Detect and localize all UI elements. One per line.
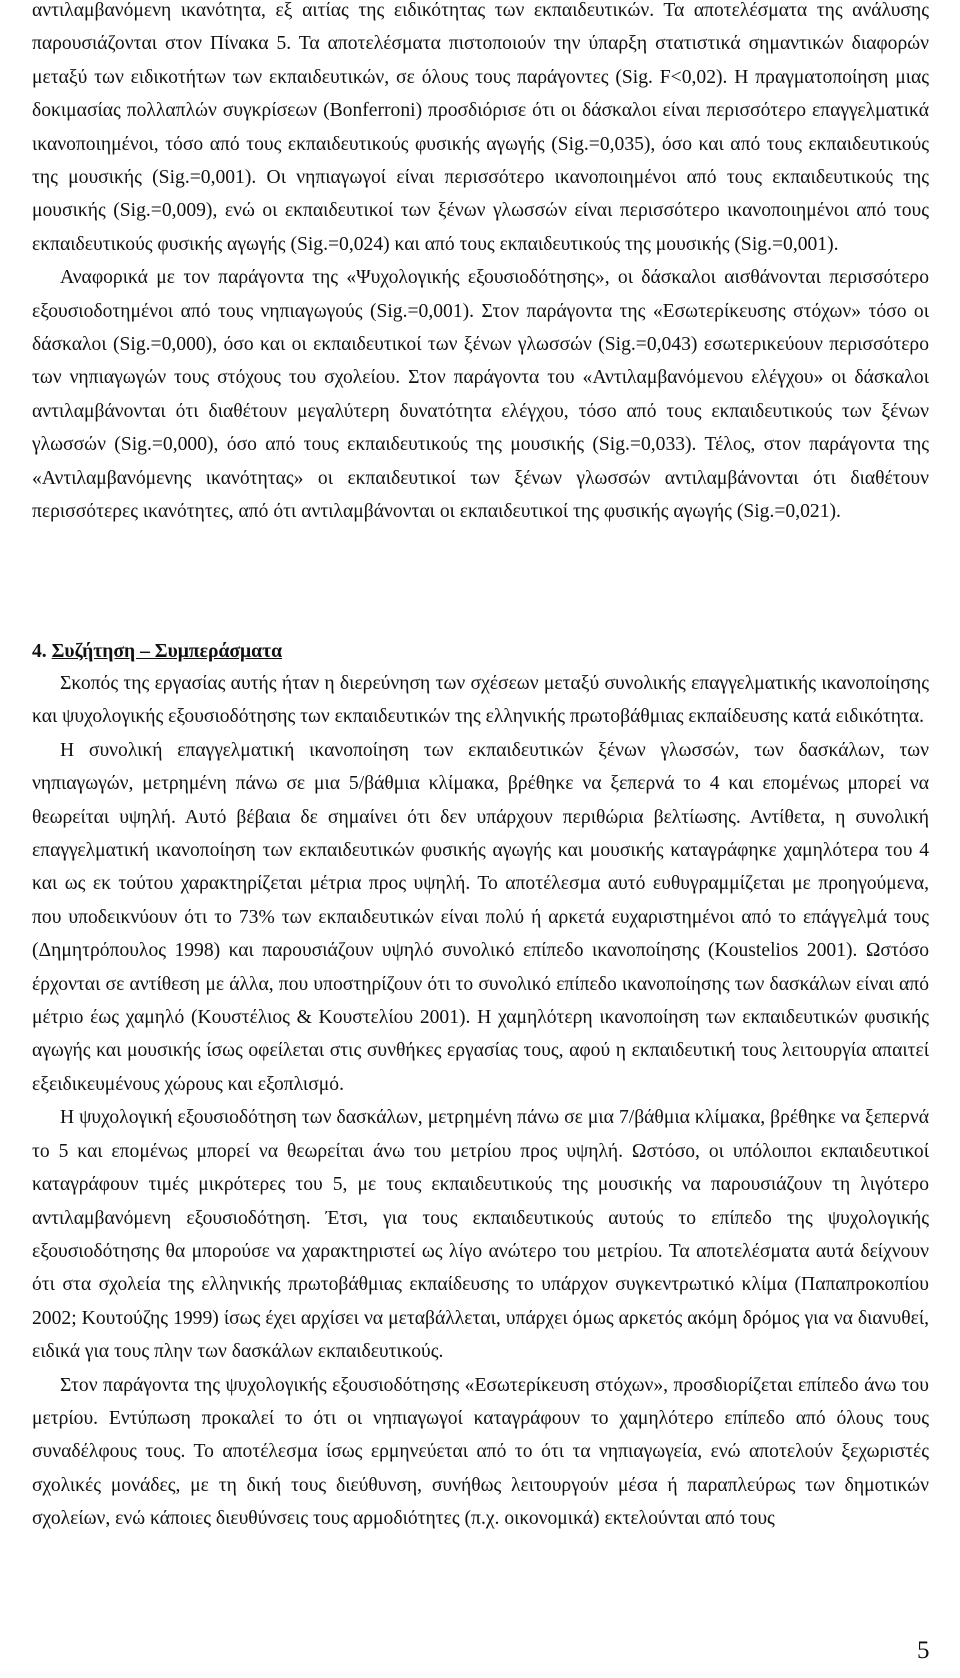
results-text [32, 0, 929, 529]
section-number: 4. [32, 641, 47, 662]
paragraph: Η ψυχολογική εξουσιοδότηση των δασκάλων, μετρημένη πάνω σε μια 7/βάθμια κλίμακα, βρέθηκε να ξεπερνά το 5 και επομένως μπορεί να θεωρείται άνω του μετρίου προς υψηλή. Ωστόσο, οι υπόλοιποι εκπαιδευτικοί καταγράφουν τιμές μικρότερες του 5, με τους εκπαιδευτικούς της μουσικής να παρουσιάζουν τη λιγότερο αντιλαμβανόμενη εξουσιοδότηση. Έτσι, για τους εκπαιδευτικούς αυτούς το επίπεδο της ψυχολογικής εξουσιοδότησης θα μπορούσε να χαρακτηριστεί ως λίγο ανώτερο του μετρίου. Τα αποτελέσματα αυτά δείχνουν ότι στα σχολεία της ελληνικής πρωτοβάθμιας εκπαίδευσης το υπάρχον συγκεντρωτικό κλίμα (Παπαπροκοπίου 2002; Κουτούζης 1999) ίσως έχει αρχίσει να μεταβάλλεται, υπάρχει όμως αρκετός ακόμη δρόμος για να διανυθεί, ειδικά για τους πλην των δασκάλων εκπαιδευτικούς. [32, 1107, 929, 1363]
page-number: 5 [917, 1637, 930, 1664]
paragraph: αντιλαμβανόμενη ικανότητα, εξ αιτίας της ειδικότητας των εκπαιδευτικών. Τα αποτελέσματα της ανάλυσης παρουσιάζονται στον Πίνακα 5. Τα αποτελέσματα πιστοποιούν την ύπαρξη στατιστικά σημαντικών διαφορών μεταξύ των ειδικοτήτων των εκπαιδευτικών, σε όλους τους παράγοντες (Sig. F<0,02). Η πραγματοποίηση μιας δοκιμασίας πολλαπλών συγκρίσεων (Bonferroni) προσδιόρισε ότι οι δάσκαλοι είναι περισσότερο επαγγελματικά ικανοποιημένοι, τόσο από τους εκπαιδευτικούς φυσικής αγωγής (Sig.=0,035), όσο και από τους εκπαιδευτικούς της μουσικής (Sig.=0,001). Οι νηπιαγωγοί είναι περισσότερο ικανοποιημένοι από τους εκπαιδευτικούς της μουσικής (Sig.=0,009), ενώ οι εκπαιδευτικοί των ξένων γλωσσών είναι περισσότερο ικανοποιημένοι από τους εκπαιδευτικούς φυσικής αγωγής (Sig.=0,024) και από τους εκπαιδευτικούς της μουσικής (Sig.=0,001). [32, 0, 929, 255]
paragraph: Η συνολική επαγγελματική ικανοποίηση των εκπαιδευτικών ξένων γλωσσών, των δασκάλων, των νηπιαγωγών, μετρημένη πάνω σε μια 5/βάθμια κλίμακα, βρέθηκε να ξεπερνά το 4 και επομένως μπορεί να θεωρείται υψηλή. Αυτό βέβαια δε σημαίνει ότι δεν υπάρχουν περιθώρια βελτίωσης. Αντίθετα, η συνολική επαγγελματική ικανοποίηση των εκπαιδευτικών φυσικής αγωγής και μουσικής καταγράφηκε χαμηλότερα του 4 και ως εκ τούτου χαρακτηρίζεται μέτρια προς υψηλή. Το αποτέλεσμα αυτό ευθυγραμμίζεται με προηγούμενα, που υποδεικνύουν ότι το 73% των εκπαιδευτικών είναι πολύ ή αρκετά ευχαριστημένοι από το επάγγελμά τους (Δημητρόπουλος 1998) και παρουσιάζουν υψηλό συνολικό επίπεδο ικανοποίησης (Koustelios 2001). Ωστόσο έρχονται σε αντίθεση με άλλα, που υποστηρίζουν ότι το συνολικό επίπεδο ικανοποίησης των δασκάλων είναι από μέτριο έως χαμηλό (Κουστέλιος & Κουστελίου 2001). Η χαμηλότερη ικανοποίηση των εκπαιδευτικών φυσικής αγωγής και μουσικής ίσως οφείλεται στις συνθήκες εργασίας τους, αφού η εκπαιδευτική τους λειτουργία απαιτεί εξειδικευμένους χώρους και εξοπλισμό. [32, 739, 929, 1095]
paragraph: Στον παράγοντα της ψυχολογικής εξουσιοδότησης «Εσωτερίκευση στόχων», προσδιορίζεται επίπεδο άνω του μετρίου. Εντύπωση προκαλεί το ότι οι νηπιαγωγοί καταγράφουν το χαμηλότερο επίπεδο από όλους τους συναδέλφους τους. Το αποτέλεσμα ίσως ερμηνεύεται από το ότι τα νηπιαγωγεία, ενώ αποτελούν ξεχωριστές σχολικές μονάδες, με τη δική τους διεύθυνση, συνήθως λειτουργούν μέσα ή παραπλεύρως των δημοτικών σχολείων, ενώ κάποιες διευθύνσεις τους αρμοδιότητες (π.χ. οικονομικά) εκτελούνται από τους [32, 1374, 929, 1530]
section-title: Συζήτηση – Συμπεράσματα [51, 641, 283, 662]
discussion-text [32, 667, 929, 1536]
paragraph: Αναφορικά με τον παράγοντα της «Ψυχολογικής εξουσιοδότησης», οι δάσκαλοι αισθάνονται περισσότερο εξουσιοδοτημένοι από τους νηπιαγωγούς (Sig.=0,001). Στον παράγοντα της «Εσωτερίκευσης στόχων» τόσο οι δάσκαλοι (Sig.=0,000), όσο και οι εκπαιδευτικοί των ξένων γλωσσών (Sig.=0,043) εσωτερικεύουν περισσότερο των νηπιαγωγών τους στόχους του σχολείου. Στον παράγοντα του «Αντιλαμβανόμενου ελέγχου» οι δάσκαλοι αντιλαμβάνονται ότι διαθέτουν μεγαλύτερη δυνατότητα ελέγχου, τόσο από τους εκπαιδευτικούς των ξένων γλωσσών (Sig.=0,000), όσο από τους εκπαιδευτικούς της μουσικής (Sig.=0,033). Τέλος, στον παράγοντα της «Αντιλαμβανόμενης ικανότητας» οι εκπαιδευτικοί των ξένων γλωσσών αντιλαμβάνονται ότι διαθέτουν περισσότερες ικανότητες, από ότι αντιλαμβάνονται οι εκπαιδευτικοί της φυσικής αγωγής (Sig.=0,021). [32, 267, 929, 523]
paragraph: Σκοπός της εργασίας αυτής ήταν η διερεύνηση των σχέσεων μεταξύ συνολικής επαγγελματικής ικανοποίησης και ψυχολογικής εξουσιοδότησης των εκπαιδευτικών της ελληνικής πρωτοβάθμιας εκπαίδευσης κατά ειδικότητα. [32, 673, 929, 728]
section-heading [32, 635, 929, 668]
